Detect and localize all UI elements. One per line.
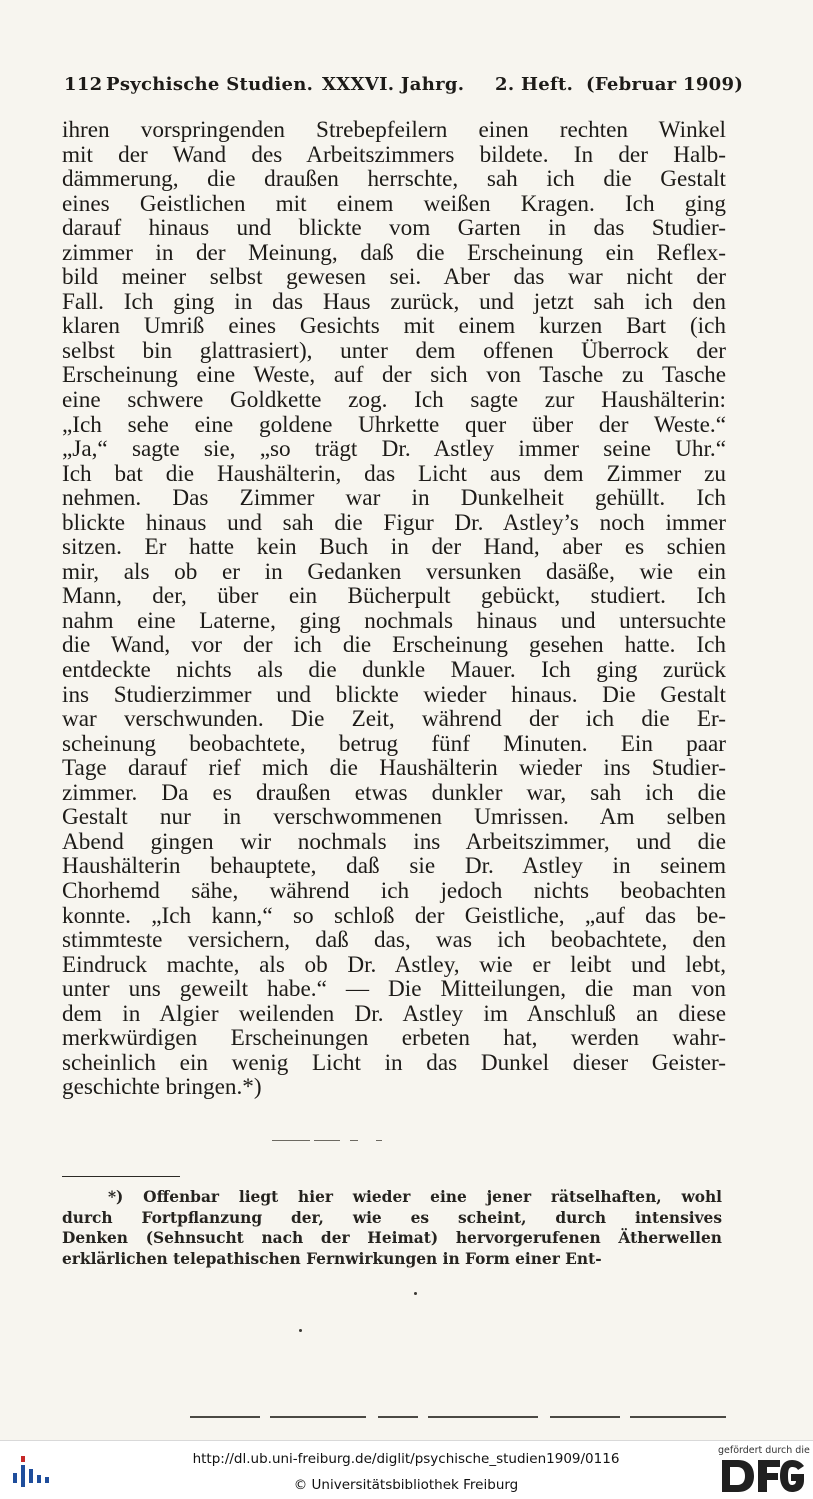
body-line: scheinung beobachtete, betrug fünf Minuten. Ein paar (62, 730, 726, 757)
footnote-line: durch Fortpflanzung der, wie es scheint, durch intensives (62, 1208, 722, 1227)
body-line: selbst bin glattrasiert), unter dem offenen Überrock der (62, 337, 726, 364)
body-line: Chorhemd sähe, während ich jedoch nichts beobachten (62, 877, 726, 904)
header-page-number: 112 (64, 74, 103, 95)
body-line: darauf hinaus und blickte vom Garten in das Studier- (62, 215, 726, 242)
body-line: unter uns geweilt habe.“ — Die Mitteilungen, die man von (62, 976, 726, 1003)
dfg-logo-icon (720, 1458, 806, 1494)
dfg-badge (718, 1445, 808, 1495)
body-line: Erscheinung eine Weste, auf der sich von Tasche zu Tasche (62, 362, 726, 389)
body-line: „Ja,“ sagte sie, „so trägt Dr. Astley immer seine Uhr.“ (62, 436, 726, 463)
body-line: sitzen. Er hatte kein Buch in der Hand, aber es schien (62, 534, 726, 561)
body-line: scheinlich ein wenig Licht in das Dunkel dieser Geister- (62, 1049, 726, 1076)
body-line: zimmer. Da es draußen etwas dunkler war, sah ich die (62, 779, 726, 806)
header-date: (Februar 1909) (586, 74, 744, 95)
body-line: Tage darauf rief mich die Haushälterin wieder ins Studier- (62, 755, 726, 782)
footnote-rule (62, 1176, 180, 1177)
body-line: konnte. „Ich kann,“ so schloß der Geistliche, „auf das be- (62, 902, 726, 929)
body-line: blickte hinaus und sah die Figur Dr. Astley’s noch immer (62, 509, 726, 536)
body-line: Gestalt nur in verschwommenen Umrissen. Am selben (62, 804, 726, 831)
running-header (64, 74, 744, 104)
body-line: Haushälterin behauptete, daß sie Dr. Astley in seinem (62, 853, 726, 880)
body-line: mir, als ob er in Gedanken versunken dasäße, wie ein (62, 558, 726, 585)
header-volume: XXXVI. Jahrg. (322, 74, 465, 95)
dfg-caption: gefördert durch die (718, 1445, 810, 1456)
body-line: eines Geistlichen mit einem weißen Kragen. Ich ging (62, 190, 726, 217)
body-line: entdeckte nichts als die dunkle Mauer. Ich ging zurück (62, 657, 726, 684)
permalink-url[interactable]: http://dl.ub.uni-freiburg.de/diglit/psychische_studien1909/0116 (192, 1451, 620, 1467)
body-line: eine schwere Goldkette zog. Ich sagte zur Haushälterin: (62, 387, 726, 414)
body-line: war verschwunden. Die Zeit, während der ich die Er- (62, 706, 726, 733)
body-line: klaren Umriß eines Gesichts mit einem kurzen Bart (ich (62, 313, 726, 340)
body-line: mit der Wand des Arbeitszimmers bildete. In der Halb- (62, 141, 726, 168)
copyright-notice: © Universitätsbibliothek Freiburg (293, 1477, 519, 1493)
header-issue: 2. Heft. (495, 74, 574, 95)
body-line: geschichte bringen.*) (62, 1074, 262, 1101)
body-line: Ich bat die Haushälterin, das Licht aus dem Zimmer zu (62, 460, 726, 487)
scan-speck (414, 1292, 417, 1295)
body-line: Fall. Ich ging in das Haus zurück, und jetzt sah ich den (62, 288, 726, 315)
footnote-line: *) Offenbar liegt hier wieder eine jener rätselhaften, wohl (108, 1188, 722, 1206)
body-line: merkwürdigen Erscheinungen erbeten hat, werden wahr- (62, 1025, 726, 1052)
footnote-line: erklärlichen telepathischen Fernwirkungen in Form einer Ent- (62, 1249, 602, 1268)
body-line: ihren vorspringenden Strebepfeilern einen rechten Winkel (62, 117, 726, 143)
body-line: zimmer in der Meinung, daß die Erscheinung ein Reflex- (62, 239, 726, 266)
body-text (62, 118, 726, 1100)
library-logo-icon (7, 1451, 57, 1491)
body-line: Mann, der, über ein Bücherpult gebückt, studiert. Ich (62, 583, 726, 610)
header-journal: Psychische Studien. (106, 74, 314, 95)
body-line: nahm eine Laterne, ging nochmals hinaus und untersuchte (62, 607, 726, 634)
body-line: stimmteste versichern, daß das, was ich beobachtete, den (62, 927, 726, 954)
body-line: „Ich sehe eine goldene Uhrkette quer über der Weste.“ (62, 411, 726, 438)
footnote (62, 1187, 722, 1269)
body-line: Eindruck machte, als ob Dr. Astley, wie er leibt und lebt, (62, 951, 726, 978)
body-line: Abend gingen wir nochmals ins Arbeitszimmer, und die (62, 828, 726, 855)
body-line: bild meiner selbst gewesen sei. Aber das war nicht der (62, 264, 726, 291)
body-line: die Wand, vor der ich die Erscheinung gesehen hatte. Ich (62, 632, 726, 659)
scan-speck (299, 1329, 302, 1332)
viewer-footer (0, 1440, 813, 1499)
body-line: dämmerung, die draußen herrschte, sah ich die Gestalt (62, 166, 726, 193)
body-line: ins Studierzimmer und blickte wieder hinaus. Die Gestalt (62, 681, 726, 708)
body-line: nehmen. Das Zimmer war in Dunkelheit gehüllt. Ich (62, 485, 726, 512)
body-line: dem in Algier weilenden Dr. Astley im Anschluß an diese (62, 1000, 726, 1027)
footnote-line: Denken (Sehnsucht nach der Heimat) hervorgerufenen Ätherwellen (62, 1229, 722, 1247)
